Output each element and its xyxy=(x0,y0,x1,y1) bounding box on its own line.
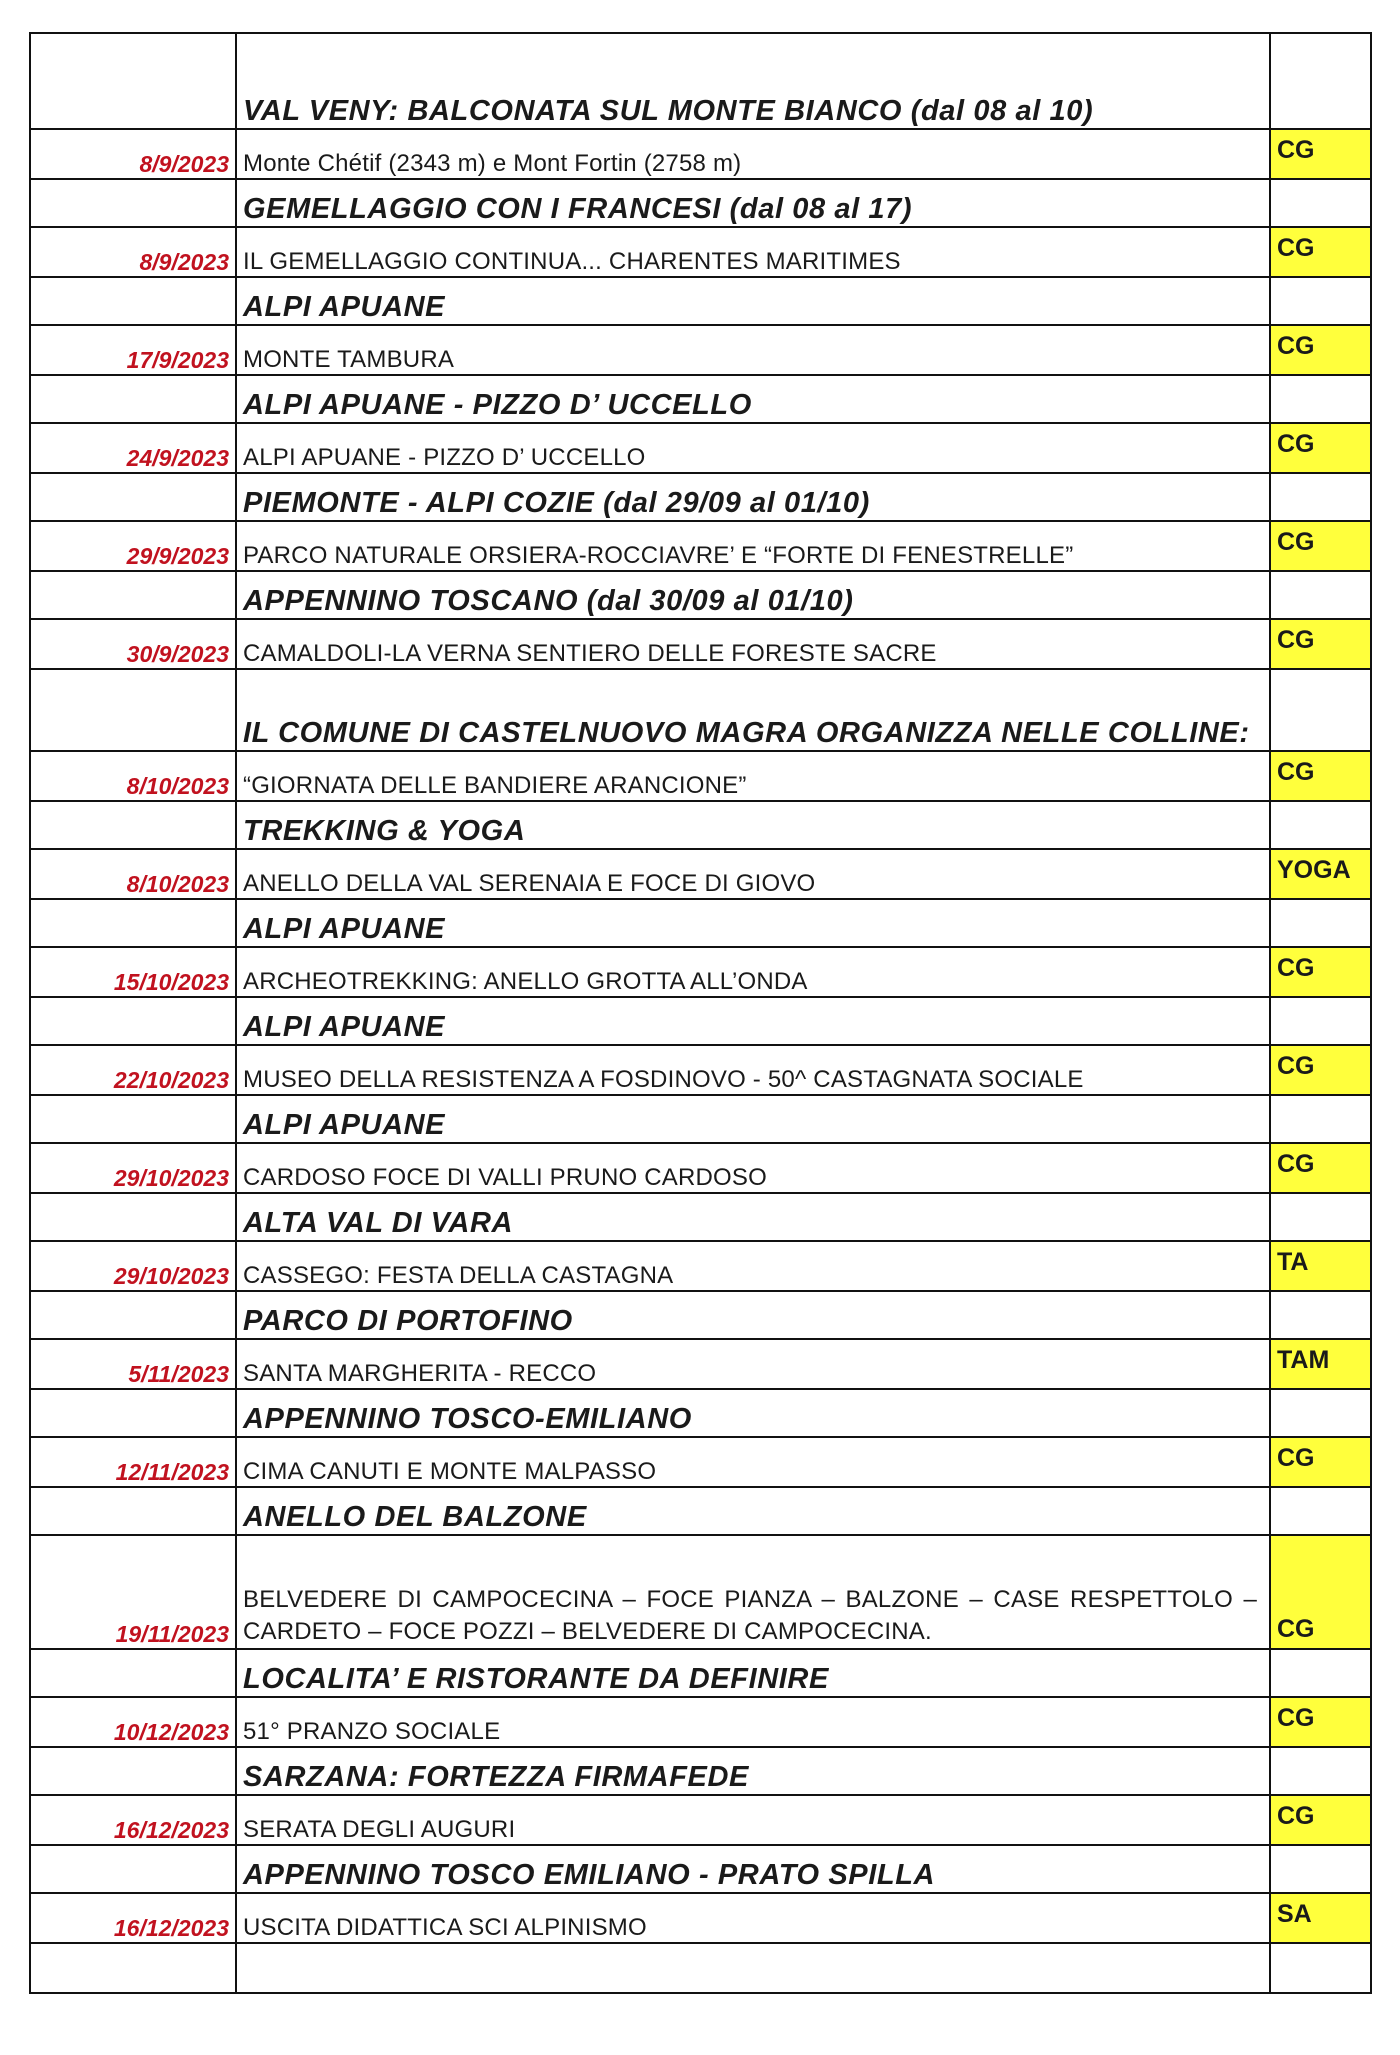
event-description: CARDOSO FOCE DI VALLI PRUNO CARDOSO xyxy=(236,1143,1270,1193)
event-date: 5/11/2023 xyxy=(30,1339,236,1389)
section-row xyxy=(30,997,1371,1045)
section-row xyxy=(30,33,1371,129)
section-row xyxy=(30,1649,1371,1697)
section-code-cell xyxy=(1270,899,1371,947)
event-row xyxy=(30,1241,1371,1291)
event-row xyxy=(30,521,1371,571)
schedule-table xyxy=(29,32,1372,1994)
event-date: 8/9/2023 xyxy=(30,227,236,277)
section-code-cell xyxy=(1270,997,1371,1045)
event-description: USCITA DIDATTICA SCI ALPINISMO xyxy=(236,1893,1270,1943)
group-code-badge: CG xyxy=(1270,1535,1371,1649)
event-date: 19/11/2023 xyxy=(30,1535,236,1649)
section-title: ALPI APUANE xyxy=(236,899,1270,947)
section-code-cell xyxy=(1270,375,1371,423)
section-code-cell xyxy=(1270,179,1371,227)
section-row xyxy=(30,1747,1371,1795)
section-date-cell xyxy=(30,179,236,227)
group-code-badge: CG xyxy=(1270,1697,1371,1747)
group-code-badge: CG xyxy=(1270,1045,1371,1095)
section-code-cell xyxy=(1270,1193,1371,1241)
event-date: 15/10/2023 xyxy=(30,947,236,997)
section-date-cell xyxy=(30,375,236,423)
event-row xyxy=(30,1893,1371,1943)
section-title: PIEMONTE - ALPI COZIE (dal 29/09 al 01/10) xyxy=(236,473,1270,521)
event-row xyxy=(30,325,1371,375)
event-date: 17/9/2023 xyxy=(30,325,236,375)
section-title: LOCALITA’ E RISTORANTE DA DEFINIRE xyxy=(236,1649,1270,1697)
section-date-cell xyxy=(30,1291,236,1339)
section-title: TREKKING & YOGA xyxy=(236,801,1270,849)
section-row xyxy=(30,1487,1371,1535)
event-description: ALPI APUANE - PIZZO D’ UCCELLO xyxy=(236,423,1270,473)
event-description: ANELLO DELLA VAL SERENAIA E FOCE DI GIOVO xyxy=(236,849,1270,899)
section-code-cell xyxy=(1270,1845,1371,1893)
event-row xyxy=(30,227,1371,277)
section-code-cell xyxy=(1270,33,1371,129)
event-date: 16/12/2023 xyxy=(30,1795,236,1845)
event-description: IL GEMELLAGGIO CONTINUA... CHARENTES MARITIMES xyxy=(236,227,1270,277)
section-row xyxy=(30,899,1371,947)
section-code-cell xyxy=(1270,1291,1371,1339)
event-description: 51° PRANZO SOCIALE xyxy=(236,1697,1270,1747)
blank-cell xyxy=(236,1943,1270,1993)
section-code-cell xyxy=(1270,669,1371,751)
section-title: APPENNINO TOSCANO (dal 30/09 al 01/10) xyxy=(236,571,1270,619)
event-description: “GIORNATA DELLE BANDIERE ARANCIONE” xyxy=(236,751,1270,801)
group-code-badge: CG xyxy=(1270,1795,1371,1845)
section-date-cell xyxy=(30,473,236,521)
section-date-cell xyxy=(30,1095,236,1143)
group-code-badge: CG xyxy=(1270,619,1371,669)
event-description: CIMA CANUTI E MONTE MALPASSO xyxy=(236,1437,1270,1487)
event-date: 29/10/2023 xyxy=(30,1143,236,1193)
section-date-cell xyxy=(30,669,236,751)
event-row xyxy=(30,1697,1371,1747)
section-code-cell xyxy=(1270,571,1371,619)
section-title: SARZANA: FORTEZZA FIRMAFEDE xyxy=(236,1747,1270,1795)
section-title: PARCO DI PORTOFINO xyxy=(236,1291,1270,1339)
event-row xyxy=(30,129,1371,179)
section-row xyxy=(30,669,1371,751)
section-title: ANELLO DEL BALZONE xyxy=(236,1487,1270,1535)
section-code-cell xyxy=(1270,473,1371,521)
section-code-cell xyxy=(1270,1649,1371,1697)
event-date: 29/9/2023 xyxy=(30,521,236,571)
section-date-cell xyxy=(30,1389,236,1437)
section-row xyxy=(30,1845,1371,1893)
event-row xyxy=(30,1535,1371,1649)
section-code-cell xyxy=(1270,277,1371,325)
section-title: ALPI APUANE xyxy=(236,997,1270,1045)
section-date-cell xyxy=(30,33,236,129)
group-code-badge: CG xyxy=(1270,423,1371,473)
section-title: IL COMUNE DI CASTELNUOVO MAGRA ORGANIZZA NELLE COLLINE: xyxy=(236,669,1270,751)
section-title: ALTA VAL DI VARA xyxy=(236,1193,1270,1241)
group-code-badge: CG xyxy=(1270,227,1371,277)
section-code-cell xyxy=(1270,1487,1371,1535)
section-row xyxy=(30,1291,1371,1339)
event-row xyxy=(30,1795,1371,1845)
group-code-badge: CG xyxy=(1270,129,1371,179)
section-title: GEMELLAGGIO CON I FRANCESI (dal 08 al 17) xyxy=(236,179,1270,227)
group-code-badge: CG xyxy=(1270,751,1371,801)
section-code-cell xyxy=(1270,1389,1371,1437)
event-date: 12/11/2023 xyxy=(30,1437,236,1487)
section-code-cell xyxy=(1270,1747,1371,1795)
event-row xyxy=(30,1143,1371,1193)
event-row xyxy=(30,751,1371,801)
event-description: BELVEDERE DI CAMPOCECINA – FOCE PIANZA – BALZONE – CASE RESPETTOLO – CARDETO – FOCE POZZI – BELVEDERE DI CAMPOCECINA. xyxy=(236,1535,1270,1649)
event-row xyxy=(30,1045,1371,1095)
section-row xyxy=(30,571,1371,619)
event-row xyxy=(30,619,1371,669)
event-row xyxy=(30,849,1371,899)
group-code-badge: TAM xyxy=(1270,1339,1371,1389)
section-date-cell xyxy=(30,1193,236,1241)
event-date: 30/9/2023 xyxy=(30,619,236,669)
section-row xyxy=(30,179,1371,227)
section-title: VAL VENY: BALCONATA SUL MONTE BIANCO (dal 08 al 10) xyxy=(236,33,1270,129)
section-row xyxy=(30,801,1371,849)
blank-cell xyxy=(1270,1943,1371,1993)
section-date-cell xyxy=(30,1845,236,1893)
section-date-cell xyxy=(30,277,236,325)
section-title: ALPI APUANE xyxy=(236,1095,1270,1143)
section-title: ALPI APUANE xyxy=(236,277,1270,325)
blank-row xyxy=(30,1943,1371,1993)
event-description: ARCHEOTREKKING: ANELLO GROTTA ALL’ONDA xyxy=(236,947,1270,997)
event-description: MONTE TAMBURA xyxy=(236,325,1270,375)
event-date: 8/10/2023 xyxy=(30,849,236,899)
event-description: Monte Chétif (2343 m) e Mont Fortin (2758 m) xyxy=(236,129,1270,179)
blank-cell xyxy=(30,1943,236,1993)
event-row xyxy=(30,423,1371,473)
section-row xyxy=(30,277,1371,325)
event-description: PARCO NATURALE ORSIERA-ROCCIAVRE’ E “FORTE DI FENESTRELLE” xyxy=(236,521,1270,571)
event-row xyxy=(30,1339,1371,1389)
event-row xyxy=(30,947,1371,997)
section-date-cell xyxy=(30,1487,236,1535)
event-date: 24/9/2023 xyxy=(30,423,236,473)
section-row xyxy=(30,1389,1371,1437)
event-description: SERATA DEGLI AUGURI xyxy=(236,1795,1270,1845)
event-date: 29/10/2023 xyxy=(30,1241,236,1291)
section-date-cell xyxy=(30,571,236,619)
section-row xyxy=(30,473,1371,521)
group-code-badge: TA xyxy=(1270,1241,1371,1291)
section-date-cell xyxy=(30,997,236,1045)
event-date: 22/10/2023 xyxy=(30,1045,236,1095)
group-code-badge: CG xyxy=(1270,1437,1371,1487)
section-date-cell xyxy=(30,899,236,947)
schedule-body xyxy=(30,33,1371,1993)
section-title: APPENNINO TOSCO-EMILIANO xyxy=(236,1389,1270,1437)
group-code-badge: SA xyxy=(1270,1893,1371,1943)
group-code-badge: CG xyxy=(1270,521,1371,571)
section-row xyxy=(30,1095,1371,1143)
event-row xyxy=(30,1437,1371,1487)
group-code-badge: CG xyxy=(1270,947,1371,997)
event-date: 10/12/2023 xyxy=(30,1697,236,1747)
section-date-cell xyxy=(30,1649,236,1697)
section-row xyxy=(30,375,1371,423)
section-row xyxy=(30,1193,1371,1241)
section-title: ALPI APUANE - PIZZO D’ UCCELLO xyxy=(236,375,1270,423)
section-code-cell xyxy=(1270,1095,1371,1143)
event-description: CAMALDOLI-LA VERNA SENTIERO DELLE FORESTE SACRE xyxy=(236,619,1270,669)
event-description: SANTA MARGHERITA - RECCO xyxy=(236,1339,1270,1389)
group-code-badge: CG xyxy=(1270,1143,1371,1193)
group-code-badge: CG xyxy=(1270,325,1371,375)
event-date: 16/12/2023 xyxy=(30,1893,236,1943)
event-date: 8/9/2023 xyxy=(30,129,236,179)
event-date: 8/10/2023 xyxy=(30,751,236,801)
section-code-cell xyxy=(1270,801,1371,849)
event-description: MUSEO DELLA RESISTENZA A FOSDINOVO - 50^ CASTAGNATA SOCIALE xyxy=(236,1045,1270,1095)
event-description: CASSEGO: FESTA DELLA CASTAGNA xyxy=(236,1241,1270,1291)
section-date-cell xyxy=(30,801,236,849)
section-title: APPENNINO TOSCO EMILIANO - PRATO SPILLA xyxy=(236,1845,1270,1893)
group-code-badge: YOGA xyxy=(1270,849,1371,899)
section-date-cell xyxy=(30,1747,236,1795)
